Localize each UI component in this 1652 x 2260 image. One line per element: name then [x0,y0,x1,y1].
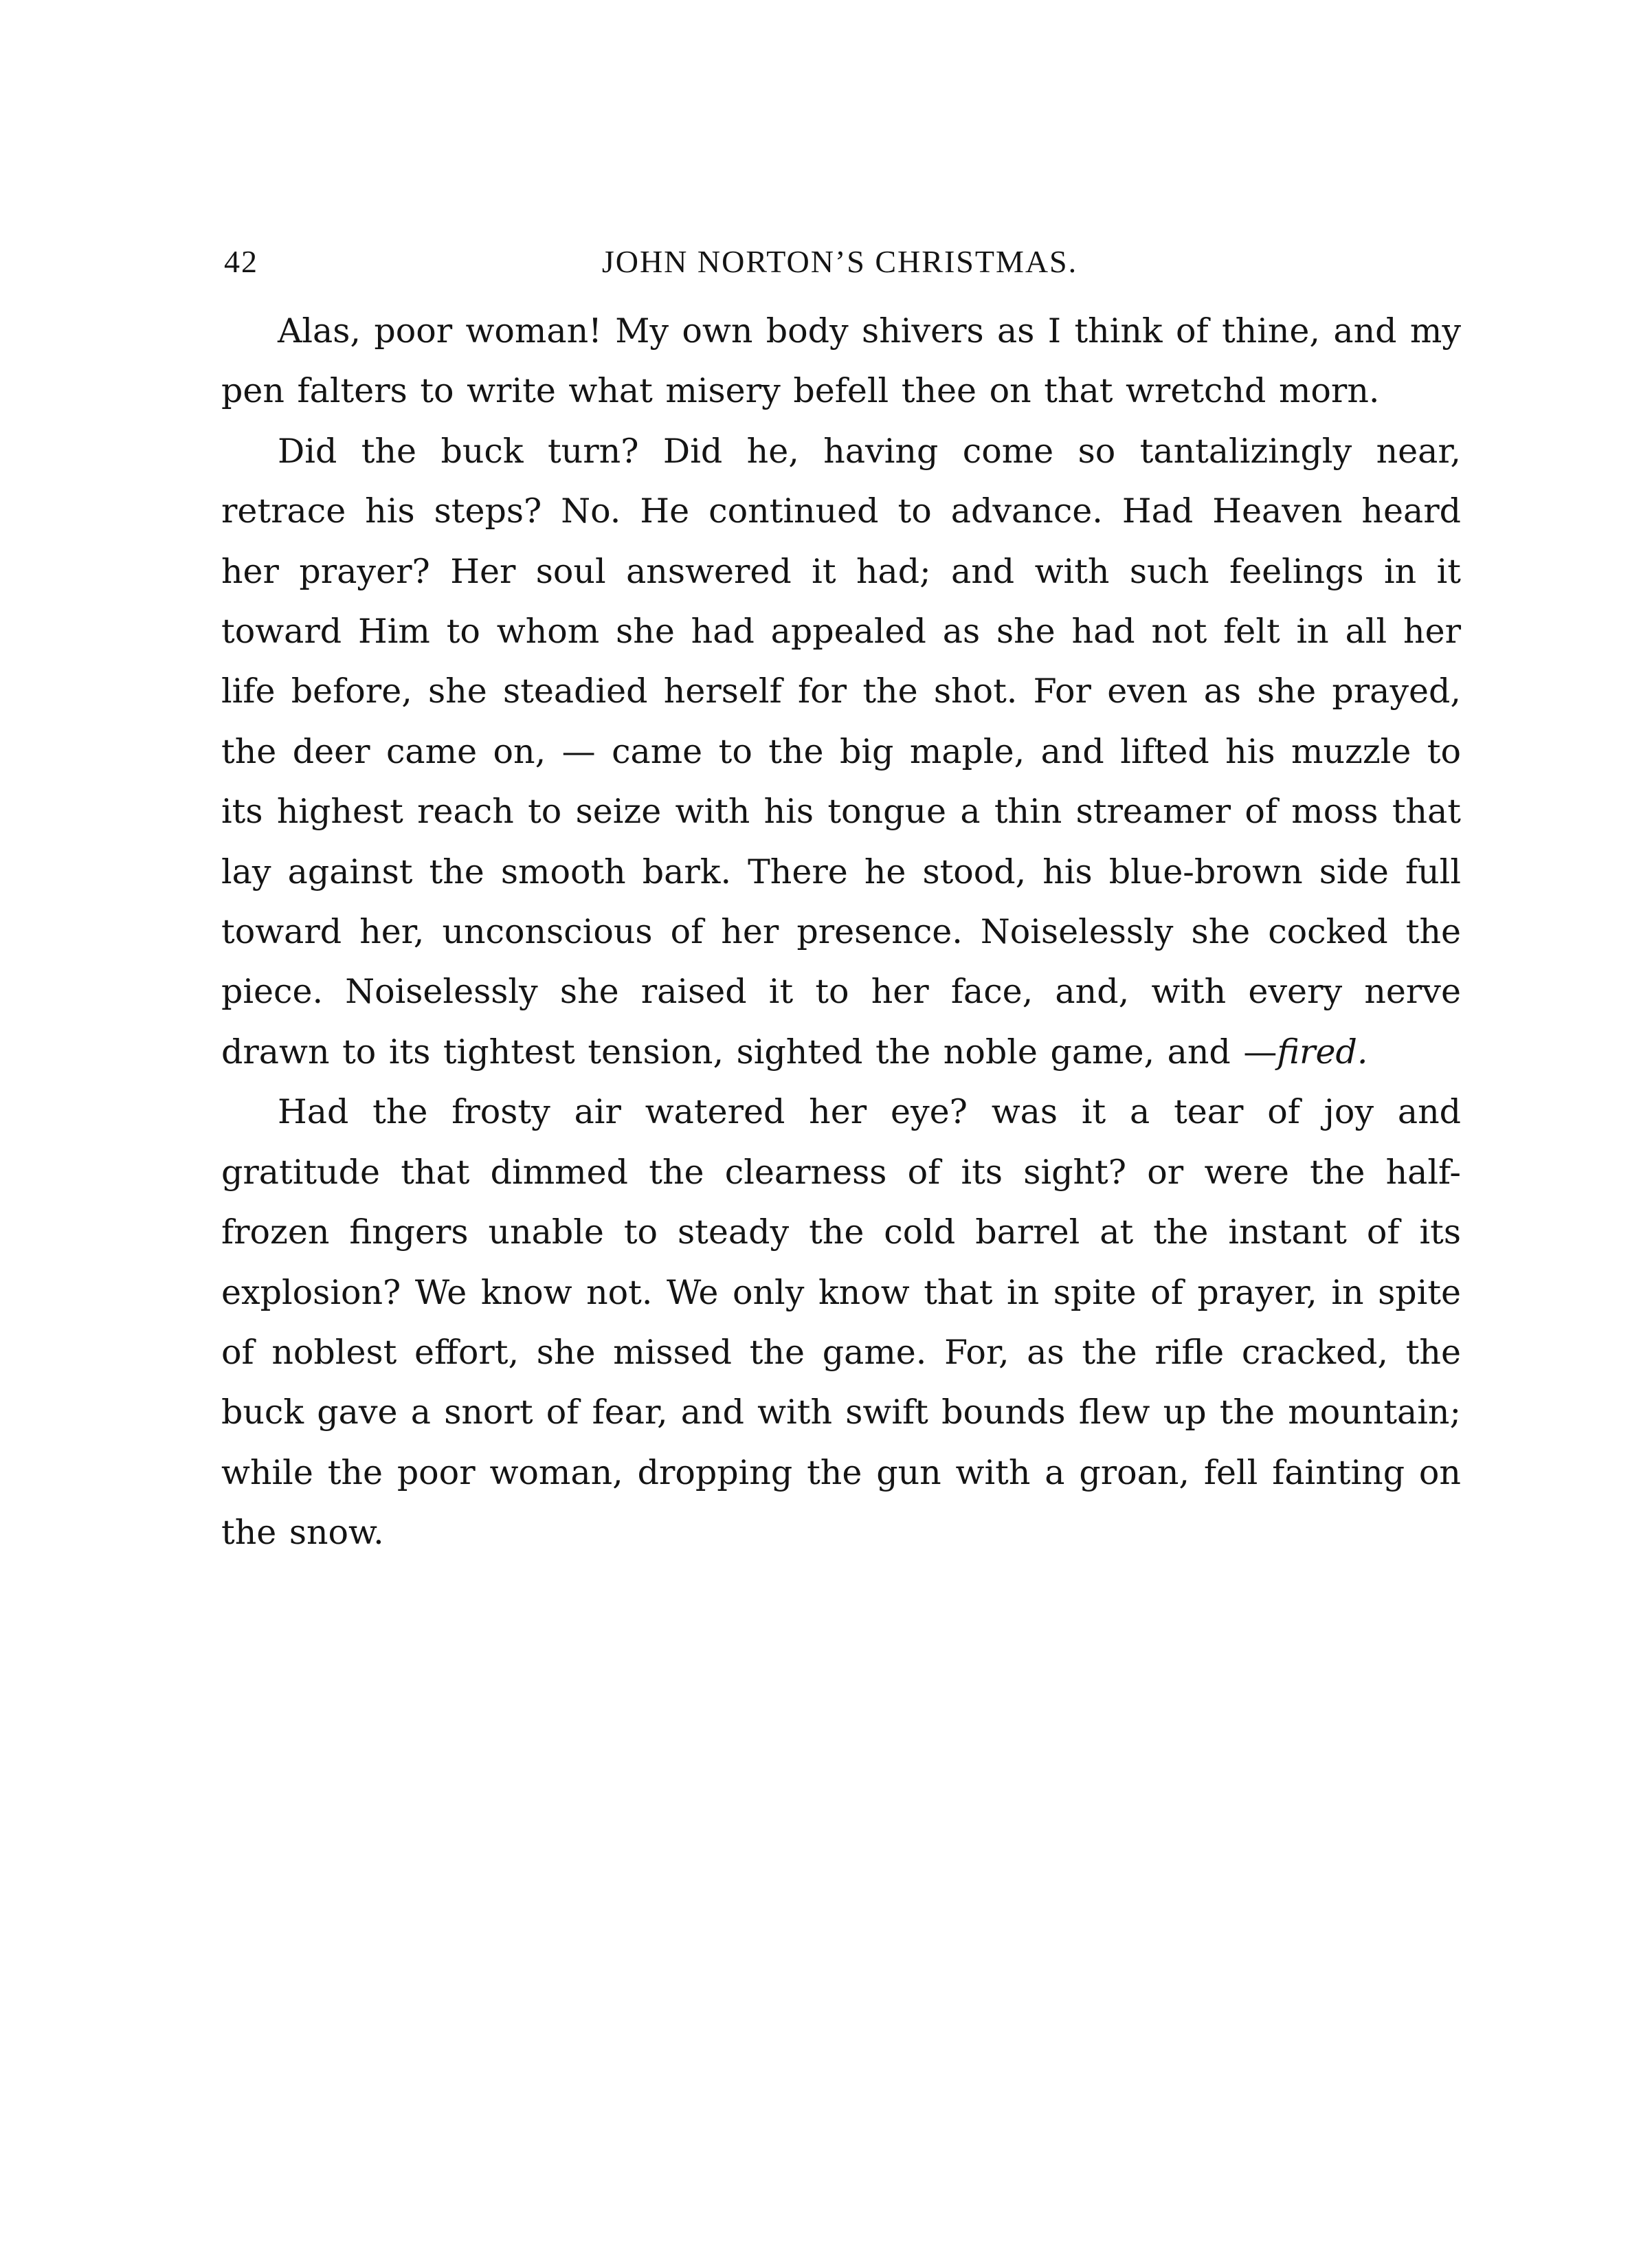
running-head [224,236,1455,291]
paragraph-2-text: Did the buck turn? Did he, having come so tantalizingly near, retrace his steps? No. He continued to advance. Had Heaven heard her prayer? Her soul answered it had; and with such feelings in it toward Him to whom she had appealed as she had not felt in all her life before, she steadied herself for the shot. For even as she prayed, the deer came on, — came to the big maple, and lifted his muzzle to its highest reach to seize with his tongue a thin streamer of moss that lay against the smooth bark. There he stood, his blue-brown side full toward her, unconscious of her presence. Noiselessly she cocked the piece. Noiselessly she raised it to her face, and, with every nerve drawn to its tightest tension, sighted the noble game, and — [221,431,1461,1072]
running-title: JOHN NORTON’S CHRISTMAS. [601,244,1078,279]
paragraph-3: Had the frosty air watered her eye? was it a tear of joy and gratitude that dimmed the clearness of its sight? or were the half-frozen fingers unable to steady the cold barrel at the instant of its explosion? We know not. We only know that in spite of prayer, in spite of noblest effort, she missed the game. For, as the rifle cracked, the buck gave a snort of fear, and with swift bounds flew up the mountain; while the poor woman, dropping the gun with a groan, fell fainting on the snow. [221,1092,1461,1553]
body-text [221,301,1461,1563]
paragraph-1: Alas, poor woman! My own body shivers as I think of thine, and my pen falters to write what misery befell thee on that wretchd morn. [221,311,1461,411]
paragraph-2 [221,421,1461,1082]
paragraph-2-emphasis: fired. [1277,1032,1368,1072]
page-number: 42 [224,244,258,279]
